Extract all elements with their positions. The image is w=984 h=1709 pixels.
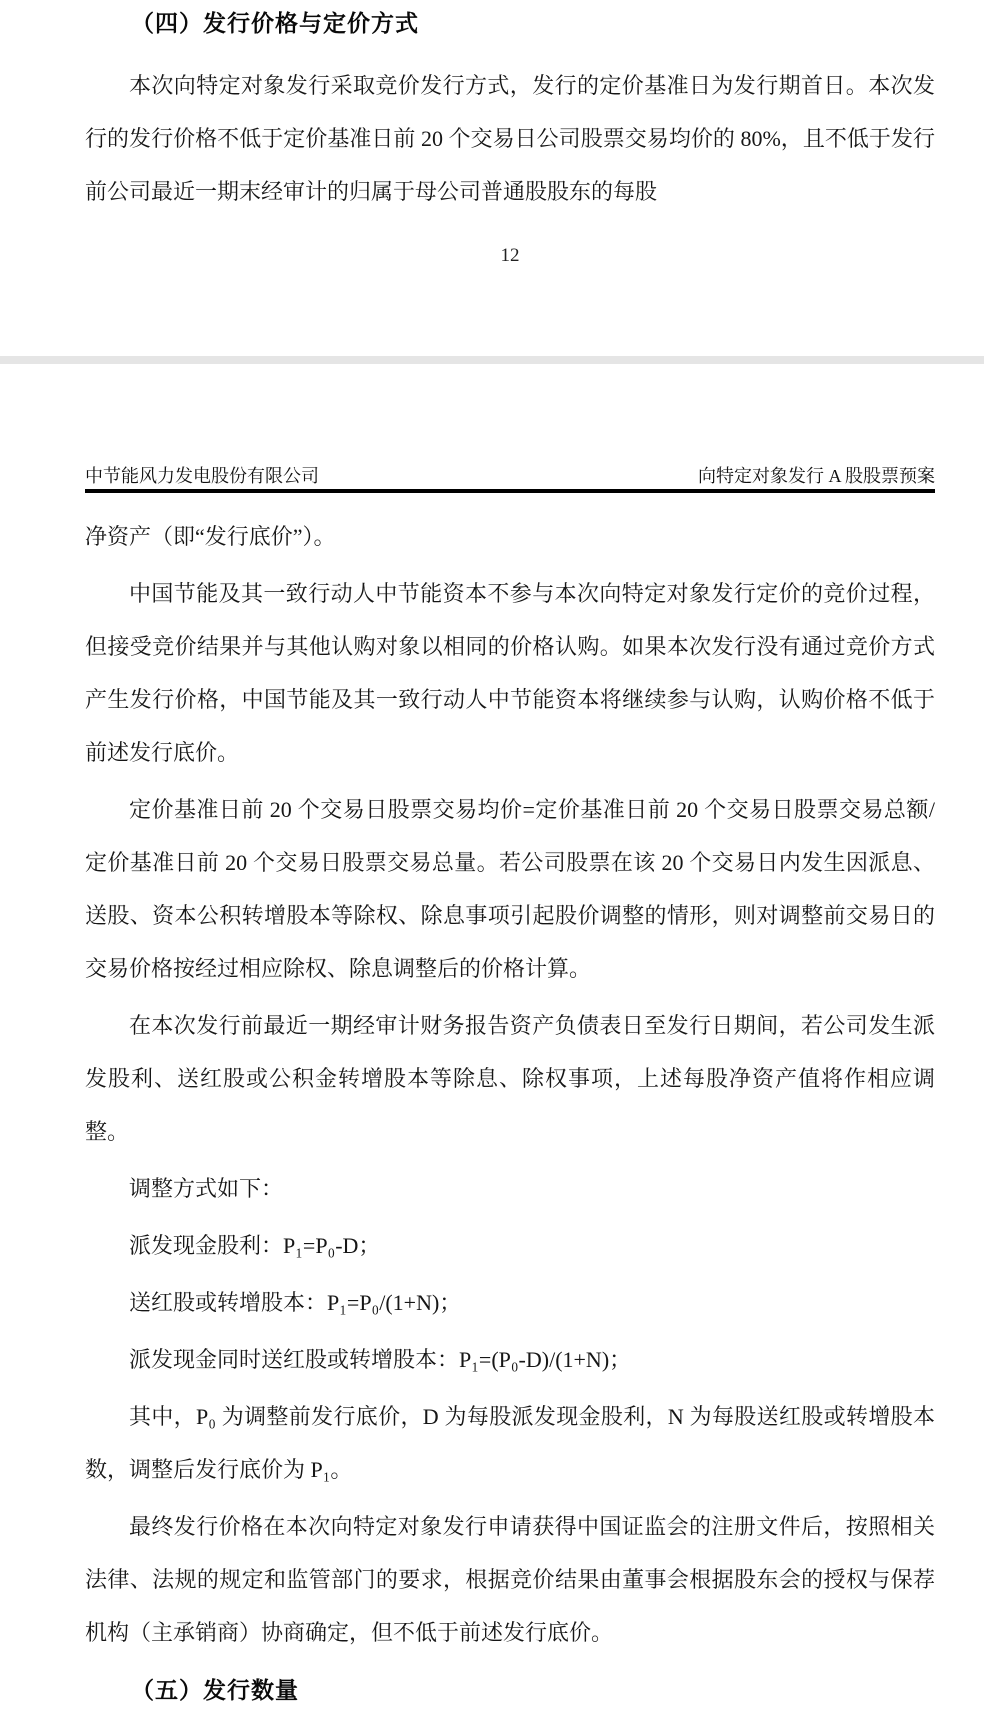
body-paragraph: 最终发行价格在本次向特定对象发行申请获得中国证监会的注册文件后，按照相关法律、法规的规定和监管部门的要求，根据竞价结果由董事会根据股东会的授权与保荐机构（主承销商）协商确定，但不低于前述发行底价。 <box>85 1514 935 1645</box>
header-company-name: 中节能风力发电股份有限公司 <box>85 466 319 486</box>
page-header <box>85 464 935 493</box>
section-heading-pricing: （四）发行价格与定价方式 <box>131 11 419 36</box>
page-break-separator <box>0 356 984 364</box>
page-12-bottom <box>0 0 984 356</box>
page-body <box>85 510 935 1709</box>
header-doc-title: 向特定对象发行 A 股股票预案 <box>697 466 935 486</box>
body-paragraph: 本次向特定对象发行采取竞价发行方式，发行的定价基准日为发行期首日。本次发行的发行价格不低于定价基准日前 20 个交易日公司股票交易均价的 80%，且不低于发行前公司最近一期末经审计的归属于母公司普通股股东的每股 <box>85 73 935 204</box>
continuation-paragraph: 净资产（即“发行底价”）。 <box>85 524 336 549</box>
body-paragraph: 定价基准日前 20 个交易日股票交易均价=定价基准日前 20 个交易日股票交易总额/定价基准日前 20 个交易日股票交易总量。若公司股票在该 20 个交易日内发生因派息、送股、资本公积转增股本等除权、除息事项引起股价调整的情形，则对调整前交易日的交易价格按经过相应除权、除息调整后的价格计算。 <box>85 797 935 981</box>
body-paragraph: 在本次发行前最近一期经审计财务报告资产负债表日至发行日期间，若公司发生派发股利、送红股或公积金转增股本等除息、除权事项，上述每股净资产值将作相应调整。 <box>85 1013 935 1144</box>
page-number: 12 <box>500 245 520 266</box>
formula-cash-dividend: 派发现金股利：P₁=P₀-D； <box>129 1233 381 1258</box>
formula-combined: 派发现金同时送红股或转增股本：P₁=(P₀-D)/(1+N)； <box>129 1347 632 1372</box>
page-13-top <box>0 364 984 1709</box>
section-heading-issue-quantity: （五）发行数量 <box>131 1678 299 1703</box>
adjustment-intro-line: 调整方式如下： <box>129 1176 284 1201</box>
formula-definitions-paragraph: 其中，P₀ 为调整前发行底价，D 为每股派发现金股利，N 为每股送红股或转增股本数，调整后发行底价为 P₁。 <box>85 1404 935 1482</box>
formula-bonus-shares: 送红股或转增股本：P₁=P₀/(1+N)； <box>129 1290 462 1315</box>
body-paragraph: 中国节能及其一致行动人中节能资本不参与本次向特定对象发行定价的竞价过程，但接受竞价结果并与其他认购对象以相同的价格认购。如果本次发行没有通过竞价方式产生发行价格，中国节能及其一致行动人中节能资本将继续参与认购，认购价格不低于前述发行底价。 <box>85 581 935 765</box>
